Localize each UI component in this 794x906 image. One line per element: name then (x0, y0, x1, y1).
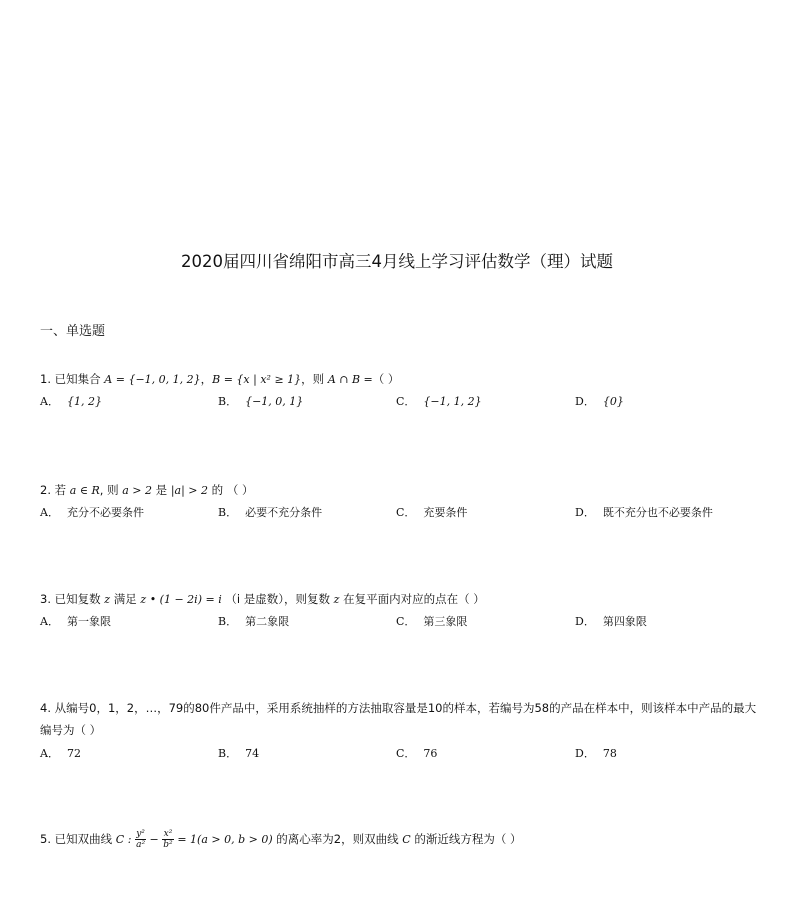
math-expression: C (402, 833, 411, 846)
question-2 (40, 479, 760, 522)
question-stem: 5. 已知双曲线 C : $\frac{\text{y²}}{\text{a²}}$ − $\frac{\text{x²}}{\text{b²}}$ = 1(a > 0, b > 0) 的离心率为2，则双曲线 C 的渐近线方程为（ ） (40, 829, 522, 850)
option-b[interactable]: B． 第二象限 (218, 615, 290, 628)
question-1 (40, 368, 760, 411)
option-c[interactable]: C． 充要条件 (396, 506, 468, 519)
option-d[interactable]: D． 78 (575, 747, 617, 760)
option-b[interactable]: B． 必要不充分条件 (218, 506, 323, 519)
question-4 (40, 697, 760, 763)
option-b[interactable]: B． 74 (218, 747, 260, 760)
math-expression: |a| > 2 (170, 484, 209, 497)
answer-options (40, 743, 760, 763)
section-heading: 一、单选题 (40, 324, 106, 339)
option-c[interactable]: C． 第三象限 (396, 615, 468, 628)
option-a[interactable]: A． 充分不必要条件 (40, 506, 144, 519)
answer-options (40, 391, 760, 411)
option-c[interactable]: C． 76 (396, 747, 438, 760)
math-expression: A ∩ B = (327, 373, 373, 386)
math-expression: a ∈ R (69, 484, 100, 497)
math-expression: C : (115, 833, 132, 846)
option-d[interactable]: D． 第四象限 (575, 615, 647, 628)
math-expression: z • (1 − 2i) = i (140, 593, 222, 606)
math-expression: z (333, 593, 340, 606)
fraction: $\frac{\text{y²}}{\text{a²}}$ (136, 829, 146, 850)
question-stem: 1. 已知集合 A = {−1, 0, 1, 2}，B = {x | x² ≥ 1}，则 A ∩ B =（ ） (40, 372, 400, 386)
question-stem: 4. 从编号0，1，2，…，79的80件产品中，采用系统抽样的方法抽取容量是10的样本，若编号为58的产品在样本中，则该样本中产品的最大编号为（ ） (40, 701, 757, 737)
option-a[interactable]: A． 72 (40, 747, 81, 760)
option-a[interactable]: A． 第一象限 (40, 615, 111, 628)
option-d[interactable]: D． {0} (575, 395, 624, 408)
question-stem: 3. 已知复数 z 满足 z • (1 − 2i) = i （i 是虚数），则复数 z 在复平面内对应的点在（ ） (40, 592, 485, 606)
option-c[interactable]: C． {−1, 1, 2} (396, 395, 482, 408)
answer-options (40, 611, 760, 631)
math-expression: z (104, 593, 111, 606)
question-3 (40, 588, 760, 631)
option-b[interactable]: B． {−1, 0, 1} (218, 395, 304, 408)
math-expression: = 1(a > 0, b > 0) (177, 833, 273, 846)
math-expression: B = {x | x² ≥ 1} (212, 373, 302, 386)
question-5 (40, 828, 760, 851)
document-title: 2020届四川省绵阳市高三4月线上学习评估数学（理）试题 (181, 252, 613, 271)
answer-options (40, 502, 760, 522)
math-expression: a > 2 (122, 484, 153, 497)
math-expression: A = {−1, 0, 1, 2} (104, 373, 201, 386)
question-stem: 2. 若 a ∈ R, 则 a > 2 是 |a| > 2 的 （ ） (40, 483, 254, 497)
option-d[interactable]: D． 既不充分也不必要条件 (575, 506, 713, 519)
fraction: $\frac{\text{x²}}{\text{b²}}$ (163, 829, 173, 850)
option-a[interactable]: A． {1, 2} (40, 395, 102, 408)
